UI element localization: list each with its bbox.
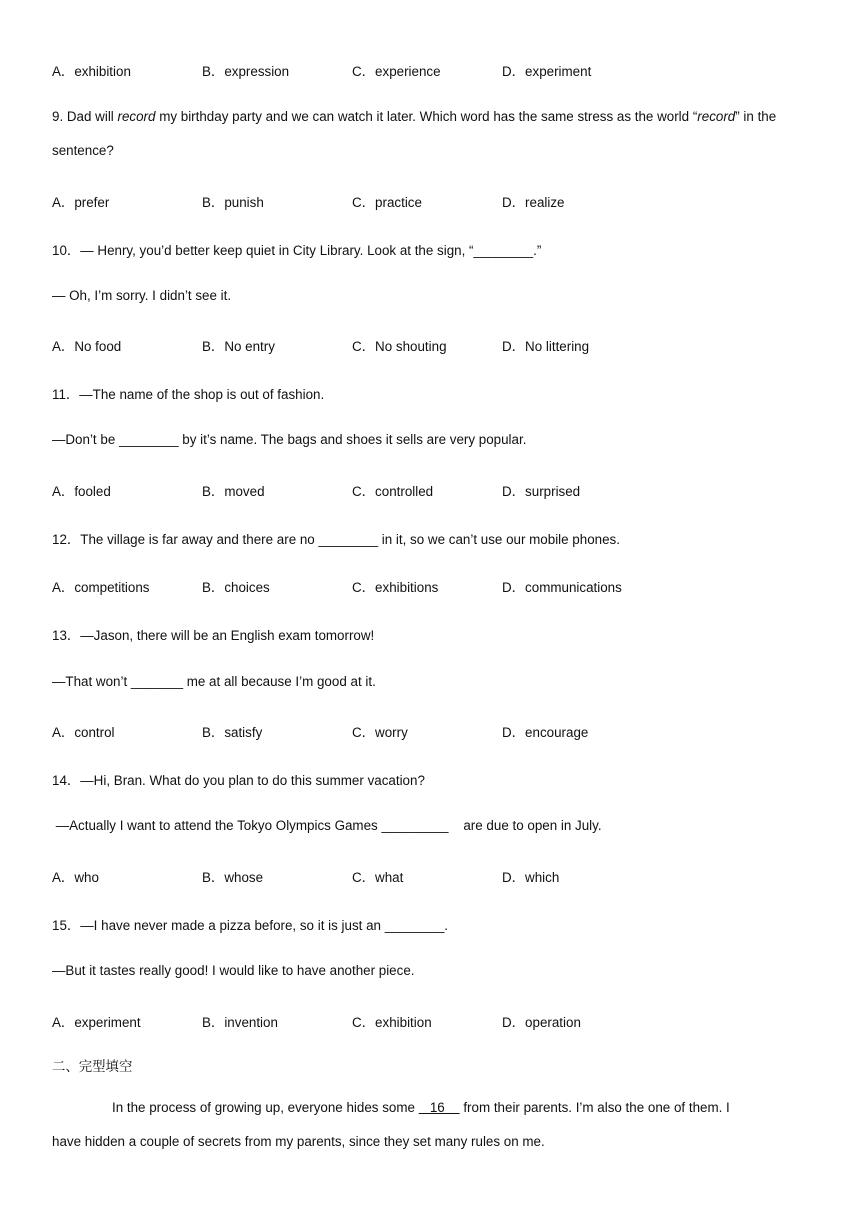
q13-option-a: A．control [52, 725, 115, 740]
q13-option-b: B．satisfy [202, 725, 263, 740]
q9-option-d: D．realize [502, 195, 565, 210]
q11-response: —Don’t be ________ by it’s name. The bags and shoes it sells are very popular. [52, 432, 527, 447]
q15-option-b: B．invention [202, 1015, 278, 1030]
q8-option-d: D．experiment [502, 64, 592, 79]
q11-option-a: A．fooled [52, 484, 111, 499]
q10-response: — Oh, I’m sorry. I didn’t see it. [52, 288, 232, 303]
q11-option-d: D．surprised [502, 484, 581, 499]
q14-option-b: B．whose [202, 870, 264, 885]
q10-stem: 10．— Henry, you’d better keep quiet in City Library. Look at the sign, “________.” [52, 243, 542, 258]
q13-response: —That won’t _______ me at all because I’m good at it. [52, 674, 376, 689]
q15-option-d: D．operation [502, 1015, 581, 1030]
passage-text-1: In the process of growing up, everyone hides some [112, 1100, 419, 1115]
passage-line-2: have hidden a couple of secrets from my parents, since they set many rules on me. [52, 1134, 545, 1149]
q12-option-c: C．exhibitions [352, 580, 439, 595]
q15-stem: 15．—I have never made a pizza before, so it is just an ________. [52, 918, 449, 933]
q9-text-3: ” in the [735, 109, 777, 124]
q9-stem-line2: sentence? [52, 143, 114, 158]
section-heading: 二、完型填空 [52, 1060, 133, 1075]
q8-option-c: C．experience [352, 64, 441, 79]
q14-option-a: A．who [52, 870, 99, 885]
passage-text-2: from their parents. I’m also the one of them. I [459, 1100, 730, 1115]
q14-option-d: D．which [502, 870, 560, 885]
q11-stem: 11．—The name of the shop is out of fashion. [52, 387, 325, 402]
blank-16: 16 [418, 1100, 460, 1115]
q9-option-b: B．punish [202, 195, 264, 210]
q13-option-d: D．encourage [502, 725, 589, 740]
passage-line-1 [112, 1100, 730, 1115]
q14-response: —Actually I want to attend the Tokyo Olympics Games _________ are due to open in July. [52, 818, 602, 833]
q15-option-a: A．experiment [52, 1015, 141, 1030]
q9-text-2: my birthday party and we can watch it later. Which word has the same stress as the world “ [155, 109, 698, 124]
q10-option-d: D．No littering [502, 339, 590, 354]
q13-option-c: C．worry [352, 725, 408, 740]
q15-option-c: C．exhibition [352, 1015, 432, 1030]
q9-option-a: A．prefer [52, 195, 110, 210]
q12-option-d: D．communications [502, 580, 622, 595]
q8-option-b: B．expression [202, 64, 290, 79]
q14-option-c: C．what [352, 870, 404, 885]
q8-option-a: A．exhibition [52, 64, 131, 79]
q9-stem [52, 109, 776, 124]
q9-text-1: 9. Dad will [52, 109, 118, 124]
q13-stem: 13．—Jason, there will be an English exam tomorrow! [52, 628, 375, 643]
q10-option-c: C．No shouting [352, 339, 447, 354]
q10-option-a: A．No food [52, 339, 122, 354]
q9-italic-word: record [117, 109, 156, 124]
q15-response: —But it tastes really good! I would like to have another piece. [52, 963, 415, 978]
q11-option-b: B．moved [202, 484, 265, 499]
q10-option-b: B．No entry [202, 339, 275, 354]
q12-stem: 12．The village is far away and there are no ________ in it, so we can’t use our mobile phones. [52, 532, 620, 547]
q11-option-c: C．controlled [352, 484, 434, 499]
q14-stem: 14．—Hi, Bran. What do you plan to do this summer vacation? [52, 773, 425, 788]
q9-option-c: C．practice [352, 195, 422, 210]
q9-italic-word-2: record [697, 109, 736, 124]
q12-option-b: B．choices [202, 580, 270, 595]
q12-option-a: A．competitions [52, 580, 150, 595]
